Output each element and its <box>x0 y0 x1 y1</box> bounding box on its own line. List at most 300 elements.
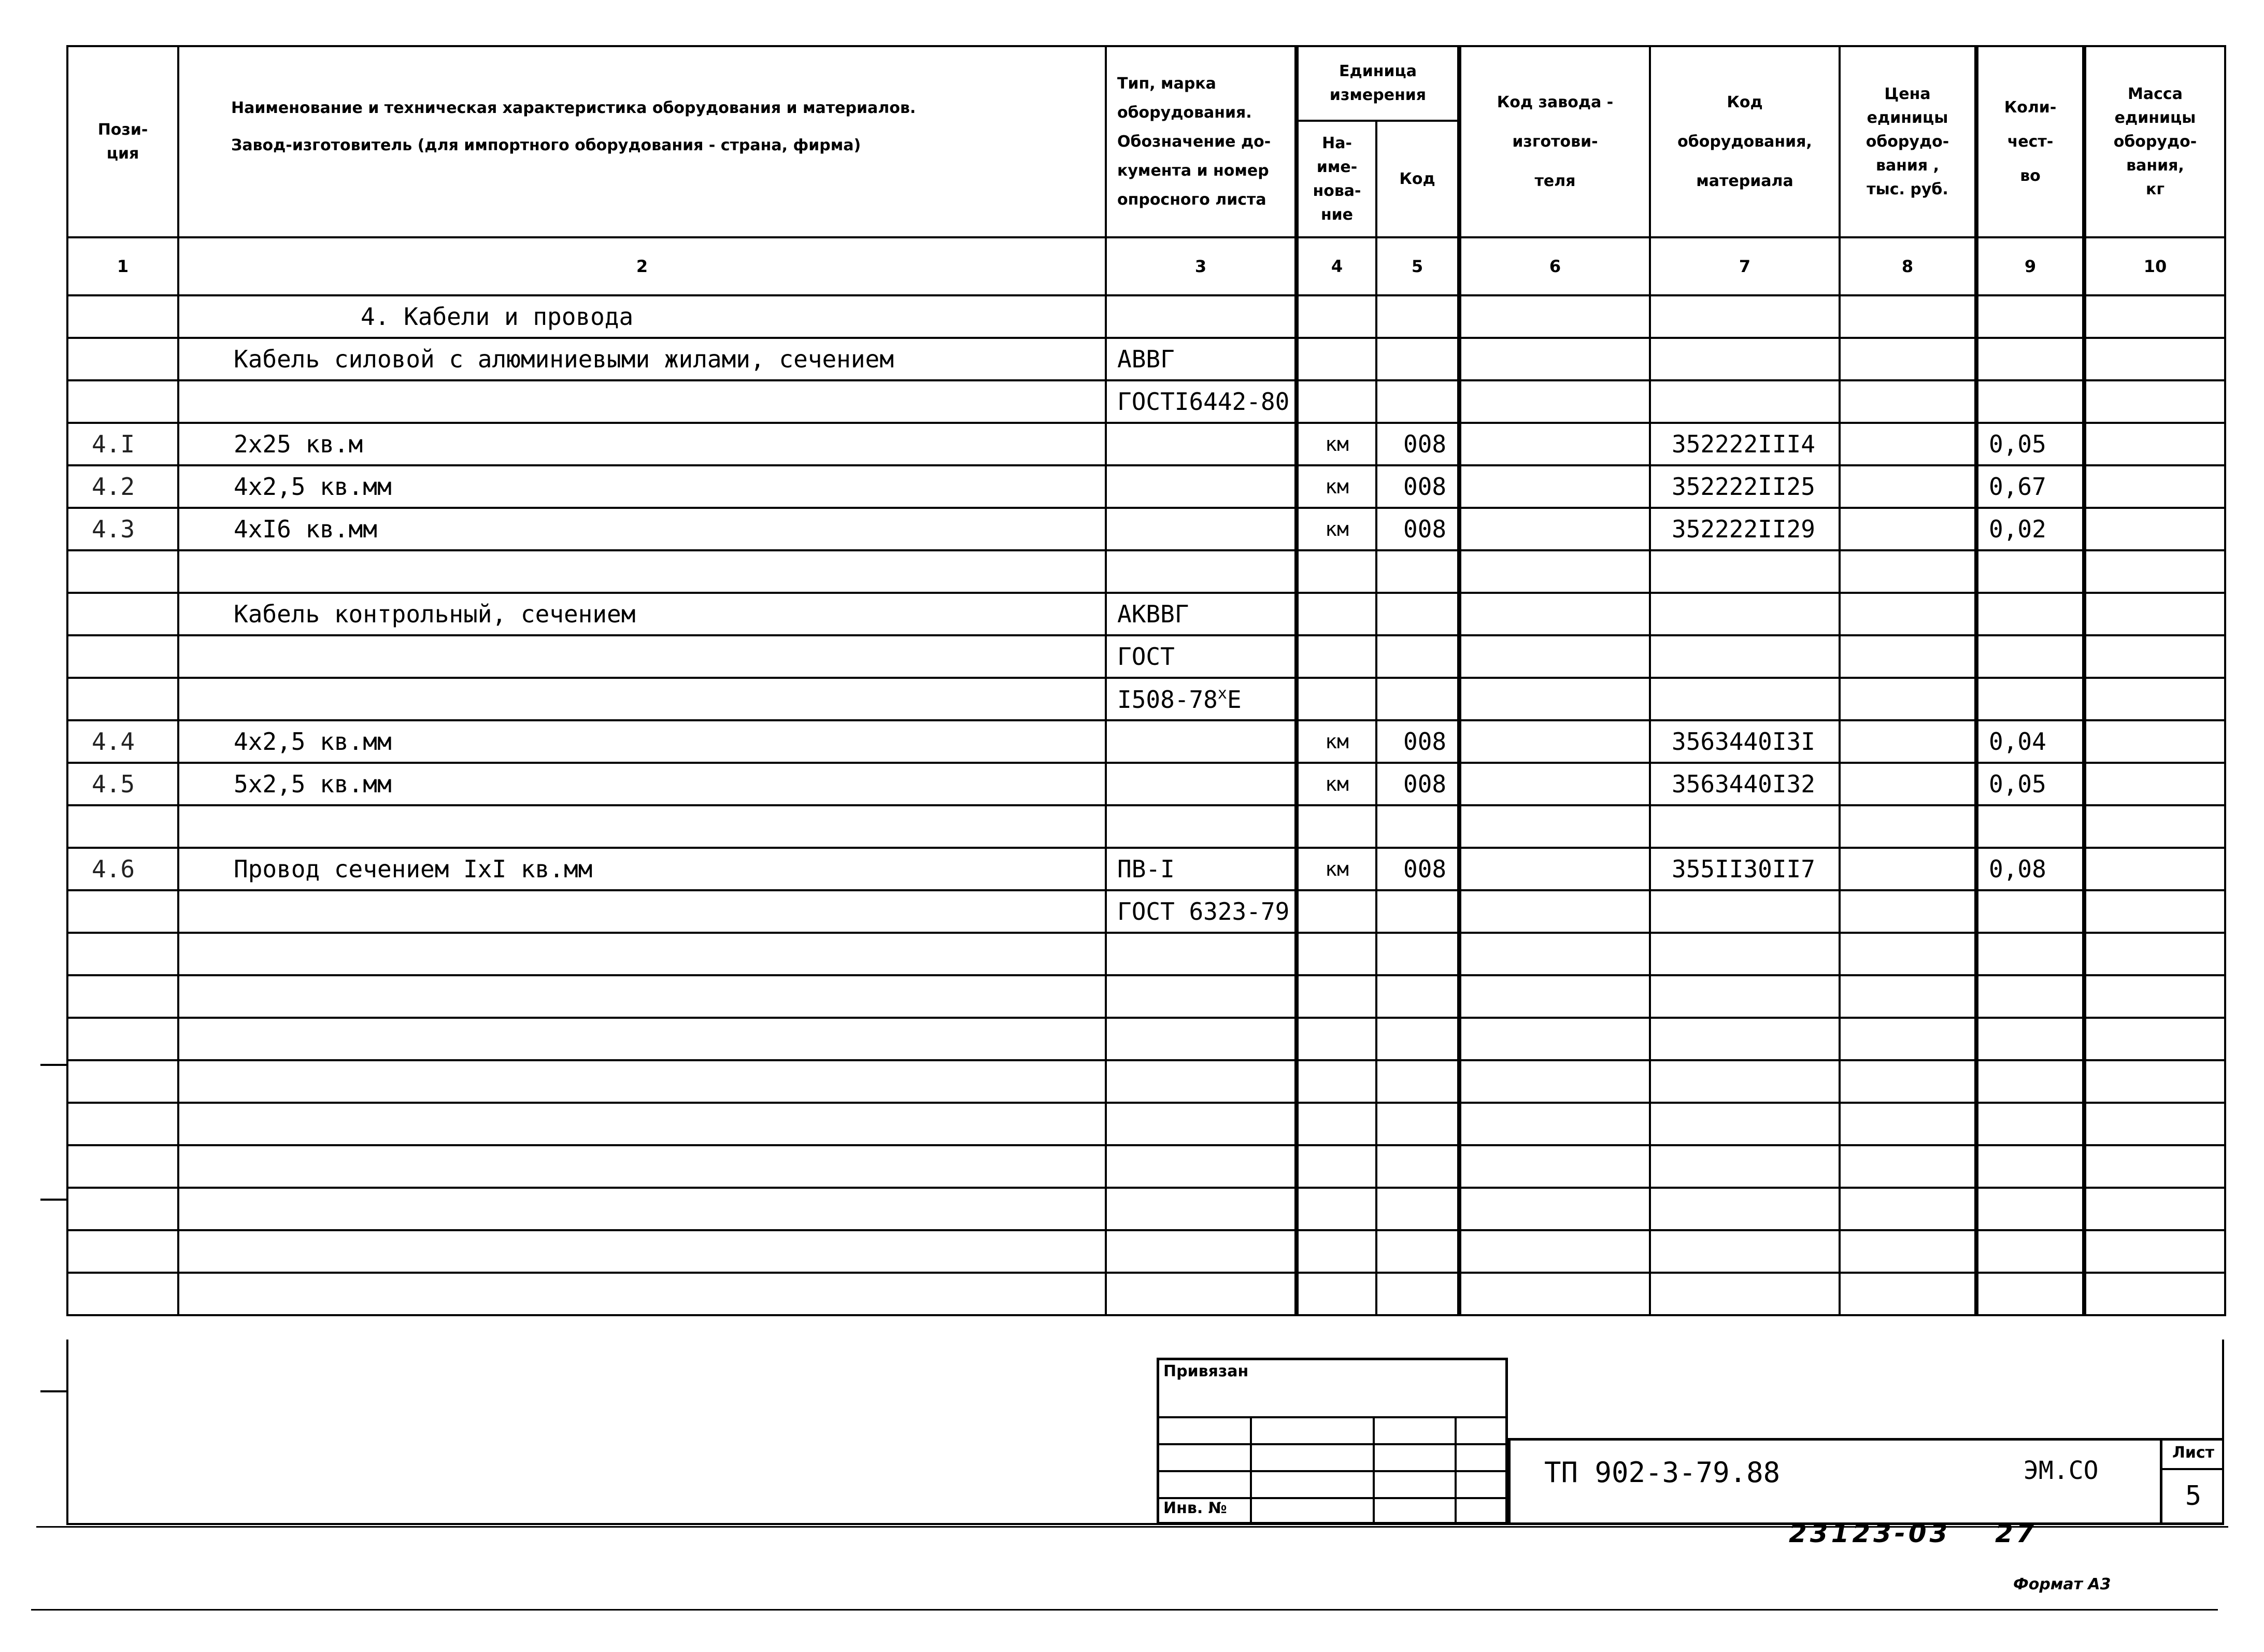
table-row <box>67 1018 2225 1060</box>
name-cell <box>178 678 1106 720</box>
position-cell: 4.4 <box>67 720 178 763</box>
unit-code-cell <box>1376 933 1459 975</box>
unit-cell: км <box>1297 720 1376 763</box>
position-cell: 4.6 <box>67 848 178 890</box>
mass-cell <box>2084 805 2225 848</box>
name-cell <box>178 1018 1106 1060</box>
equipment-code-cell <box>1650 1188 1840 1230</box>
equipment-code-cell <box>1650 550 1840 593</box>
type-cell <box>1106 678 1297 720</box>
unit-cell <box>1297 593 1376 635</box>
factory-code-cell <box>1459 1018 1650 1060</box>
type-cell <box>1106 763 1297 805</box>
header-price: Цена единицы оборудо- вания , тыс. руб. <box>1840 46 1976 237</box>
footer-rule <box>31 1609 2218 1611</box>
quantity-cell: 0,04 <box>1976 720 2084 763</box>
quantity-cell <box>1976 1230 2084 1273</box>
price-cell <box>1840 550 1976 593</box>
unit-cell <box>1297 1145 1376 1188</box>
unit-code-cell <box>1376 678 1459 720</box>
sheet-box <box>2160 1438 2224 1525</box>
price-cell <box>1840 763 1976 805</box>
sheet-label: Лист <box>2162 1438 2224 1470</box>
unit-cell <box>1297 890 1376 933</box>
position-cell: 4.3 <box>67 508 178 550</box>
price-cell <box>1840 423 1976 465</box>
type-text: ГОСТI6442-80 <box>1117 388 1290 416</box>
quantity-cell: 0,08 <box>1976 848 2084 890</box>
equipment-code-cell <box>1650 1018 1840 1060</box>
table-row <box>67 423 2225 465</box>
type-cell <box>1106 1103 1297 1145</box>
position-cell <box>67 635 178 678</box>
price-cell <box>1840 295 1976 338</box>
price-cell <box>1840 465 1976 508</box>
price-cell <box>1840 1230 1976 1273</box>
unit-cell <box>1297 1018 1376 1060</box>
quantity-cell <box>1976 1060 2084 1103</box>
table-row <box>67 678 2225 720</box>
factory-code-cell <box>1459 423 1650 465</box>
equipment-code-cell: 3563440I32 <box>1650 763 1840 805</box>
name-cell <box>178 933 1106 975</box>
name-cell <box>178 1145 1106 1188</box>
equipment-code-cell <box>1650 1145 1840 1188</box>
position-cell <box>67 805 178 848</box>
type-cell <box>1106 1273 1297 1315</box>
quantity-cell <box>1976 338 2084 380</box>
price-cell <box>1840 338 1976 380</box>
table-row <box>67 593 2225 635</box>
position-cell <box>67 1145 178 1188</box>
header-unit-code: Код <box>1376 121 1459 237</box>
position-cell <box>67 550 178 593</box>
mass-cell <box>2084 1230 2225 1273</box>
header-type: Тип, марка оборудования. Обозначение до- кумента и номер опросного листа <box>1106 46 1297 237</box>
unit-cell <box>1297 380 1376 423</box>
unit-cell <box>1297 1273 1376 1315</box>
position-cell <box>67 1273 178 1315</box>
mass-cell <box>2084 848 2225 890</box>
unit-code-cell <box>1376 1060 1459 1103</box>
factory-code-cell <box>1459 338 1650 380</box>
name-cell <box>178 890 1106 933</box>
table-row <box>67 933 2225 975</box>
equipment-code-cell <box>1650 380 1840 423</box>
unit-cell <box>1297 975 1376 1018</box>
type-cell <box>1106 338 1297 380</box>
archive-suffix: 27 <box>1995 1518 2038 1548</box>
document-code: ТП 902-3-79.88 <box>1544 1456 1781 1489</box>
unit-code-cell <box>1376 338 1459 380</box>
factory-code-cell <box>1459 1145 1650 1188</box>
table-row <box>67 1230 2225 1273</box>
price-cell <box>1840 720 1976 763</box>
type-cell <box>1106 550 1297 593</box>
factory-code-cell <box>1459 465 1650 508</box>
type-cell <box>1106 848 1297 890</box>
type-text: ПВ-I <box>1117 855 1175 883</box>
mass-cell <box>2084 1018 2225 1060</box>
mass-cell <box>2084 678 2225 720</box>
equipment-code-cell <box>1650 1273 1840 1315</box>
table-row <box>67 975 2225 1018</box>
name-cell <box>178 1188 1106 1230</box>
quantity-cell <box>1976 295 2084 338</box>
position-cell <box>67 295 178 338</box>
type-cell <box>1106 1188 1297 1230</box>
unit-code-cell <box>1376 1103 1459 1145</box>
unit-code-cell <box>1376 1145 1459 1188</box>
quantity-cell <box>1976 1018 2084 1060</box>
quantity-cell <box>1976 1273 2084 1315</box>
mass-cell <box>2084 975 2225 1018</box>
name-cell <box>178 805 1106 848</box>
unit-cell: км <box>1297 465 1376 508</box>
quantity-cell <box>1976 933 2084 975</box>
price-cell <box>1840 933 1976 975</box>
header-unit-name: На- име- нова- ние <box>1297 121 1376 237</box>
section-code: ЭМ.СО <box>2024 1456 2099 1485</box>
type-cell <box>1106 890 1297 933</box>
equipment-code-cell: 355II30II7 <box>1650 848 1840 890</box>
factory-code-cell <box>1459 848 1650 890</box>
binding-stamp <box>1157 1358 1508 1525</box>
mass-cell <box>2084 933 2225 975</box>
document-code-box <box>1508 1438 2224 1525</box>
mass-cell <box>2084 1103 2225 1145</box>
position-cell <box>67 975 178 1018</box>
position-cell <box>67 1060 178 1103</box>
equipment-code-cell <box>1650 678 1840 720</box>
price-cell <box>1840 1188 1976 1230</box>
price-cell <box>1840 805 1976 848</box>
name-cell: Провод сечением IхI кв.мм <box>178 848 1106 890</box>
position-cell <box>67 1103 178 1145</box>
factory-code-cell <box>1459 550 1650 593</box>
mass-cell <box>2084 1188 2225 1230</box>
factory-code-cell <box>1459 1103 1650 1145</box>
unit-cell: км <box>1297 423 1376 465</box>
mass-cell <box>2084 635 2225 678</box>
factory-code-cell <box>1459 975 1650 1018</box>
unit-code-cell: 008 <box>1376 848 1459 890</box>
unit-cell: км <box>1297 763 1376 805</box>
inventory-label: Инв. № <box>1163 1499 1227 1517</box>
quantity-cell <box>1976 1145 2084 1188</box>
price-cell <box>1840 380 1976 423</box>
unit-code-cell: 008 <box>1376 763 1459 805</box>
type-cell <box>1106 975 1297 1018</box>
header-equipment-code: Код оборудования, материала <box>1650 46 1840 237</box>
header-quantity: Коли- чест- во <box>1976 46 2084 237</box>
name-cell <box>178 1230 1106 1273</box>
unit-cell <box>1297 933 1376 975</box>
unit-cell <box>1297 338 1376 380</box>
type-text: АКВВГ <box>1117 600 1189 628</box>
position-cell <box>67 678 178 720</box>
price-cell <box>1840 1018 1976 1060</box>
bottom-rule <box>36 1526 2228 1528</box>
unit-code-cell: 008 <box>1376 720 1459 763</box>
unit-code-cell <box>1376 975 1459 1018</box>
unit-code-cell <box>1376 1018 1459 1060</box>
price-cell <box>1840 975 1976 1018</box>
type-cell <box>1106 508 1297 550</box>
equipment-code-cell: 352222II29 <box>1650 508 1840 550</box>
type-cell <box>1106 593 1297 635</box>
position-cell: 4.2 <box>67 465 178 508</box>
name-cell <box>178 1103 1106 1145</box>
mass-cell <box>2084 890 2225 933</box>
mass-cell <box>2084 508 2225 550</box>
name-cell: 4х2,5 кв.мм <box>178 720 1106 763</box>
unit-code-cell: 008 <box>1376 423 1459 465</box>
table-row <box>67 848 2225 890</box>
quantity-cell <box>1976 380 2084 423</box>
name-cell: 5х2,5 кв.мм <box>178 763 1106 805</box>
factory-code-cell <box>1459 933 1650 975</box>
name-cell: 4хI6 кв.мм <box>178 508 1106 550</box>
unit-code-cell <box>1376 1273 1459 1315</box>
mass-cell <box>2084 338 2225 380</box>
table-row <box>67 338 2225 380</box>
factory-code-cell <box>1459 890 1650 933</box>
factory-code-cell <box>1459 1273 1650 1315</box>
table-row <box>67 1145 2225 1188</box>
unit-code-cell: 008 <box>1376 508 1459 550</box>
header-factory-code: Код завода - изготови- теля <box>1459 46 1650 237</box>
table-row <box>67 380 2225 423</box>
price-cell <box>1840 678 1976 720</box>
margin-tick <box>40 1199 66 1201</box>
unit-cell: км <box>1297 848 1376 890</box>
unit-code-cell <box>1376 805 1459 848</box>
table-row <box>67 295 2225 338</box>
unit-code-cell <box>1376 550 1459 593</box>
name-cell: 4. Кабели и провода <box>178 295 1106 338</box>
type-cell <box>1106 1230 1297 1273</box>
type-cell <box>1106 295 1297 338</box>
quantity-cell: 0,05 <box>1976 763 2084 805</box>
table-row <box>67 1060 2225 1103</box>
equipment-code-cell <box>1650 1230 1840 1273</box>
name-cell: 4х2,5 кв.мм <box>178 465 1106 508</box>
mass-cell <box>2084 763 2225 805</box>
type-text: I508-78 <box>1117 686 1218 714</box>
table-row <box>67 635 2225 678</box>
price-cell <box>1840 635 1976 678</box>
equipment-code-cell <box>1650 1103 1840 1145</box>
equipment-code-cell <box>1650 338 1840 380</box>
equipment-code-cell <box>1650 1060 1840 1103</box>
unit-code-cell <box>1376 593 1459 635</box>
unit-code-cell <box>1376 890 1459 933</box>
unit-code-cell: 008 <box>1376 465 1459 508</box>
position-cell <box>67 1230 178 1273</box>
bound-label: Привязан <box>1163 1362 1249 1380</box>
name-cell: Кабель силовой с алюминиевыми жилами, сечением <box>178 338 1106 380</box>
quantity-cell <box>1976 1103 2084 1145</box>
unit-code-cell <box>1376 1230 1459 1273</box>
table-row <box>67 763 2225 805</box>
name-cell <box>178 635 1106 678</box>
table-row <box>67 465 2225 508</box>
type-cell <box>1106 1145 1297 1188</box>
mass-cell <box>2084 423 2225 465</box>
price-cell <box>1840 1060 1976 1103</box>
price-cell <box>1840 1145 1976 1188</box>
factory-code-cell <box>1459 720 1650 763</box>
position-cell <box>67 338 178 380</box>
quantity-cell <box>1976 890 2084 933</box>
price-cell <box>1840 1273 1976 1315</box>
factory-code-cell <box>1459 1230 1650 1273</box>
sheet-number: 5 <box>2185 1480 2202 1512</box>
mass-cell <box>2084 550 2225 593</box>
position-cell <box>67 933 178 975</box>
unit-code-cell <box>1376 635 1459 678</box>
type-cell <box>1106 1018 1297 1060</box>
specification-table <box>66 45 2224 1342</box>
unit-cell <box>1297 1188 1376 1230</box>
mass-cell <box>2084 1060 2225 1103</box>
quantity-cell <box>1976 678 2084 720</box>
unit-cell <box>1297 295 1376 338</box>
price-cell <box>1840 848 1976 890</box>
name-cell <box>178 1273 1106 1315</box>
mass-cell <box>2084 720 2225 763</box>
price-cell <box>1840 890 1976 933</box>
mass-cell <box>2084 465 2225 508</box>
mass-cell <box>2084 593 2225 635</box>
position-cell: 4.5 <box>67 763 178 805</box>
quantity-cell <box>1976 550 2084 593</box>
type-cell <box>1106 423 1297 465</box>
quantity-cell: 0,67 <box>1976 465 2084 508</box>
type-cell <box>1106 1060 1297 1103</box>
unit-code-cell <box>1376 380 1459 423</box>
type-text: ГОСТ 6323-79 <box>1117 898 1290 925</box>
type-cell <box>1106 635 1297 678</box>
quantity-cell <box>1976 1188 2084 1230</box>
factory-code-cell <box>1459 805 1650 848</box>
name-cell <box>178 975 1106 1018</box>
quantity-cell <box>1976 805 2084 848</box>
equipment-code-cell <box>1650 975 1840 1018</box>
factory-code-cell <box>1459 763 1650 805</box>
table-row <box>67 720 2225 763</box>
factory-code-cell <box>1459 593 1650 635</box>
table-row <box>67 1273 2225 1315</box>
column-number-row: 1 2 3 4 5 6 7 8 9 10 <box>67 237 2225 295</box>
price-cell <box>1840 1103 1976 1145</box>
header-mass: Масса единицы оборудо- вания, кг <box>2084 46 2225 237</box>
name-cell: Кабель контрольный, сечением <box>178 593 1106 635</box>
factory-code-cell <box>1459 1188 1650 1230</box>
mass-cell <box>2084 1273 2225 1315</box>
unit-cell <box>1297 550 1376 593</box>
type-cell <box>1106 465 1297 508</box>
quantity-cell <box>1976 635 2084 678</box>
archive-number: 23123-03 <box>1789 1518 1951 1548</box>
margin-tick <box>40 1390 66 1392</box>
mass-cell <box>2084 380 2225 423</box>
equipment-code-cell <box>1650 635 1840 678</box>
unit-cell <box>1297 1060 1376 1103</box>
equipment-code-cell: 352222II25 <box>1650 465 1840 508</box>
type-superscript: х <box>1217 685 1227 703</box>
table-row <box>67 890 2225 933</box>
position-cell <box>67 1018 178 1060</box>
table-row <box>67 508 2225 550</box>
factory-code-cell <box>1459 678 1650 720</box>
type-text: АВВГ <box>1117 345 1175 373</box>
factory-code-cell <box>1459 635 1650 678</box>
equipment-code-cell <box>1650 295 1840 338</box>
equipment-code-cell <box>1650 933 1840 975</box>
type-cell <box>1106 805 1297 848</box>
factory-code-cell <box>1459 508 1650 550</box>
equipment-code-cell: 352222III4 <box>1650 423 1840 465</box>
equipment-code-cell <box>1650 593 1840 635</box>
quantity-cell <box>1976 975 2084 1018</box>
unit-cell <box>1297 678 1376 720</box>
header-name: Наименование и техническая характеристика оборудования и материалов. Завод-изготовитель (для импортного оборудования - страна, фирма) <box>178 46 1106 237</box>
header-position: Пози- ция <box>67 46 178 237</box>
factory-code-cell <box>1459 380 1650 423</box>
name-cell <box>178 380 1106 423</box>
table-row <box>67 1103 2225 1145</box>
position-cell <box>67 1188 178 1230</box>
factory-code-cell <box>1459 295 1650 338</box>
format-label: Формат А3 <box>2013 1575 2111 1593</box>
unit-cell <box>1297 1103 1376 1145</box>
table-row <box>67 1188 2225 1230</box>
position-cell <box>67 593 178 635</box>
name-cell <box>178 1060 1106 1103</box>
table-row <box>67 805 2225 848</box>
mass-cell <box>2084 1145 2225 1188</box>
equipment-code-cell <box>1650 805 1840 848</box>
type-cell <box>1106 380 1297 423</box>
equipment-code-cell: 3563440I3I <box>1650 720 1840 763</box>
quantity-cell <box>1976 593 2084 635</box>
name-cell: 2х25 кв.м <box>178 423 1106 465</box>
margin-tick <box>40 1064 66 1066</box>
unit-code-cell <box>1376 295 1459 338</box>
equipment-code-cell <box>1650 890 1840 933</box>
unit-cell: км <box>1297 508 1376 550</box>
factory-code-cell <box>1459 1060 1650 1103</box>
position-cell: 4.I <box>67 423 178 465</box>
quantity-cell: 0,02 <box>1976 508 2084 550</box>
unit-cell <box>1297 635 1376 678</box>
type-cell <box>1106 720 1297 763</box>
name-cell <box>178 550 1106 593</box>
position-cell <box>67 380 178 423</box>
type-tail: Е <box>1227 686 1242 714</box>
type-cell <box>1106 933 1297 975</box>
unit-cell <box>1297 1230 1376 1273</box>
unit-cell <box>1297 805 1376 848</box>
type-text: ГОСТ <box>1117 643 1175 671</box>
position-cell <box>67 890 178 933</box>
unit-code-cell <box>1376 1188 1459 1230</box>
price-cell <box>1840 593 1976 635</box>
table-row <box>67 550 2225 593</box>
mass-cell <box>2084 295 2225 338</box>
